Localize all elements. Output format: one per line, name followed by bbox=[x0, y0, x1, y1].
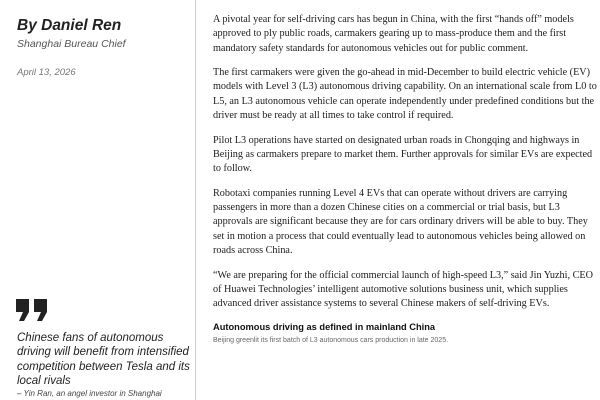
figure-subtitle: Beijing greenlit its first batch of L3 autonomous cars production in late 2025. bbox=[213, 336, 449, 344]
author-byline: By Daniel Ren bbox=[17, 17, 122, 34]
author-sidebar bbox=[0, 0, 194, 400]
article-paragraph: Pilot L3 operations have started on designated urban roads in Chongqing and highways in Beijing as carmakers prepare to market them. Further approvals for similar EVs are expected to follow. bbox=[213, 134, 593, 175]
publish-date: April 13, 2026 bbox=[17, 67, 76, 78]
column-divider bbox=[195, 0, 196, 400]
article-paragraph: “We are preparing for the official commercial launch of high-speed L3,” said Jin Yuzhi, CEO of Huawei Technologies’ intelligent automotive solutions business unit, which supplies advanced driver assistance systems to several Chinese makers of self-driving EVs. bbox=[213, 269, 593, 310]
article-paragraph: Robotaxi companies running Level 4 EVs that can operate without drivers are carrying passengers in more than a dozen Chinese cities on a commercial or trial basis, but L3 approvals are significant because they are for cars ordinary drivers will be able to buy. They set in motion a process that could eventually lead to autonomous vehicles being allowed on roads across China. bbox=[213, 187, 588, 257]
article-paragraph: A pivotal year for self-driving cars has begun in China, with the first “hands off” models approved to ply public roads, carmakers gearing up to mass-produce them and the first mandatory safety standards for autonomous vehicles out for public comment. bbox=[213, 14, 574, 54]
figure-title: Autonomous driving as defined in mainland China bbox=[213, 321, 436, 332]
article-body bbox=[213, 13, 598, 344]
author-role: Shanghai Bureau Chief bbox=[17, 38, 126, 50]
quote-attribution: – Yin Ran, an angel investor in Shanghai bbox=[17, 389, 162, 398]
article-paragraph: The first carmakers were given the go-ahead in mid-December to build electric vehicle (EV) models with Level 3 (L3) autonomous driving capability. On an international scale from L0 to L5, an L3 autonomous vehicle can operate independently under predefined conditions but the driver must be ready at all times to take control if required. bbox=[213, 67, 597, 122]
pull-quote: Chinese fans of autonomous driving will benefit from intensified competition between Tesla and its local rivals bbox=[17, 332, 190, 387]
quote-icon bbox=[15, 298, 49, 322]
